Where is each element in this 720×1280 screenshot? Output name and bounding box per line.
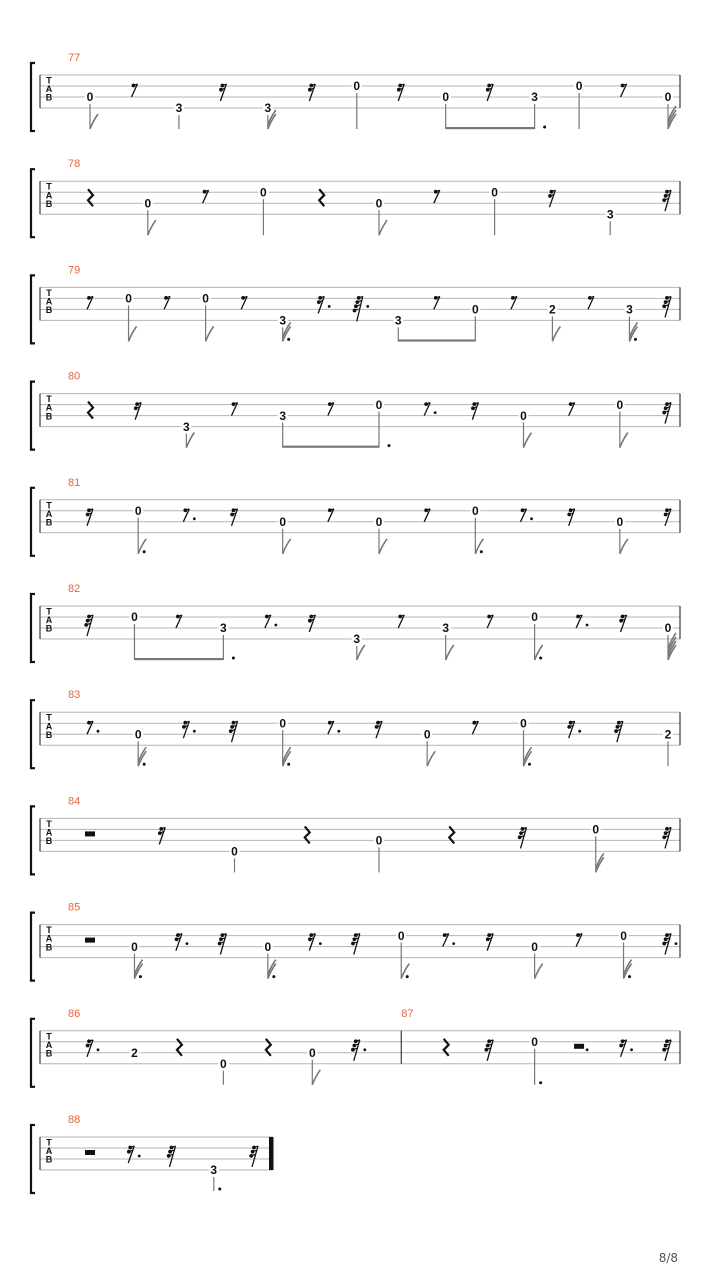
fret-number: 0 bbox=[442, 90, 450, 105]
system-bracket bbox=[31, 806, 35, 874]
note-flag bbox=[90, 114, 98, 129]
fret-number: 3 bbox=[606, 207, 614, 222]
tab-clef-letter: B bbox=[45, 1048, 53, 1059]
tab-clef-letter: B bbox=[45, 517, 53, 528]
fret-number: 0 bbox=[279, 515, 287, 529]
fret-number: 0 bbox=[375, 833, 383, 848]
fret-number: 3 bbox=[175, 101, 183, 116]
note-flag bbox=[186, 433, 194, 448]
final-barline bbox=[269, 1137, 273, 1170]
fret-number: 0 bbox=[592, 822, 600, 837]
tab-clef-letter: A bbox=[45, 1146, 53, 1157]
note-dot bbox=[528, 763, 531, 766]
note-beam bbox=[398, 339, 475, 341]
measure-number: 80 bbox=[68, 370, 81, 383]
tab-clef-letter: B bbox=[45, 411, 53, 422]
tab-clef-letter: A bbox=[45, 827, 53, 838]
tab-system bbox=[31, 1008, 680, 1087]
tab-clef-letter: A bbox=[45, 296, 53, 307]
tab-clef-letter: B bbox=[45, 623, 53, 634]
tab-clef-letter: B bbox=[45, 92, 53, 103]
fret-number: 2 bbox=[549, 302, 556, 317]
fret-number: 0 bbox=[491, 185, 498, 200]
rest-dot bbox=[186, 942, 189, 945]
note-flag bbox=[206, 326, 214, 341]
note-dot bbox=[480, 550, 483, 553]
tab-system bbox=[31, 52, 680, 131]
measure-number: 88 bbox=[68, 1114, 81, 1126]
tab-clef-letter: T bbox=[46, 287, 52, 298]
note-flag bbox=[620, 539, 628, 554]
tab-clef-letter: A bbox=[45, 508, 53, 519]
note-beam bbox=[446, 127, 535, 129]
rest-dot bbox=[363, 1048, 366, 1051]
measure-number: 81 bbox=[68, 476, 81, 489]
note-dot bbox=[539, 1081, 542, 1084]
tab-system bbox=[31, 477, 680, 556]
note-flag bbox=[379, 539, 387, 554]
rest-dot bbox=[578, 730, 581, 733]
fret-number: 3 bbox=[279, 313, 287, 328]
note-flag bbox=[312, 1070, 320, 1085]
rest-dot bbox=[97, 1048, 100, 1051]
note-dot bbox=[543, 126, 546, 129]
note-flag bbox=[134, 960, 142, 975]
note-dot bbox=[634, 338, 637, 341]
tab-clef-letter: T bbox=[46, 75, 52, 86]
note-flag bbox=[524, 747, 532, 762]
note-flag bbox=[596, 853, 604, 868]
note-dot bbox=[272, 975, 275, 978]
tab-clef-letter: B bbox=[45, 305, 53, 316]
fret-number: 0 bbox=[308, 1046, 316, 1060]
fret-number: 0 bbox=[531, 1035, 538, 1049]
fret-number: 0 bbox=[520, 716, 527, 731]
fret-number: 3 bbox=[210, 1163, 218, 1178]
measure-number: 84 bbox=[68, 795, 81, 808]
half-rest bbox=[85, 831, 95, 836]
note-flag bbox=[129, 326, 137, 341]
measure-number: 82 bbox=[68, 583, 81, 595]
fret-number: 3 bbox=[264, 101, 272, 116]
fret-number: 0 bbox=[620, 928, 627, 943]
rest-dot bbox=[138, 1155, 141, 1158]
tab-system bbox=[31, 264, 680, 343]
rest-dot bbox=[328, 305, 331, 308]
fret-number: 0 bbox=[86, 90, 94, 105]
fret-number: 0 bbox=[231, 844, 238, 859]
note-dot bbox=[143, 550, 146, 553]
rest-dot bbox=[366, 305, 369, 308]
system-bracket bbox=[31, 488, 35, 556]
fret-number: 0 bbox=[260, 185, 267, 200]
fret-number: 3 bbox=[279, 408, 287, 423]
note-dot bbox=[628, 975, 631, 978]
fret-number: 0 bbox=[575, 79, 583, 94]
note-flag bbox=[620, 433, 628, 448]
tab-system bbox=[31, 1114, 273, 1193]
fret-number: 0 bbox=[279, 716, 287, 731]
rest-dot bbox=[193, 517, 196, 520]
tab-clef-letter: T bbox=[46, 925, 52, 936]
note-dot bbox=[287, 338, 290, 341]
fret-number: 3 bbox=[394, 313, 402, 328]
measure-number: 77 bbox=[68, 52, 81, 64]
page-number: 8/8 bbox=[658, 1251, 678, 1265]
fret-number: 0 bbox=[397, 928, 405, 943]
tab-system bbox=[31, 583, 680, 662]
note-flag bbox=[268, 960, 276, 975]
fret-number: 0 bbox=[471, 302, 479, 317]
fret-number: 0 bbox=[664, 621, 672, 636]
system-bracket bbox=[31, 700, 35, 768]
measure-number: 79 bbox=[68, 264, 81, 277]
tab-system bbox=[31, 371, 680, 450]
fret-number: 0 bbox=[131, 610, 138, 625]
measure-number: 86 bbox=[68, 1007, 81, 1020]
system-bracket bbox=[31, 382, 35, 450]
tab-clef-letter: A bbox=[45, 402, 53, 413]
measure-number: 78 bbox=[68, 158, 81, 171]
note-dot bbox=[539, 657, 542, 660]
system-bracket bbox=[31, 913, 35, 981]
half-rest bbox=[85, 938, 95, 943]
fret-number: 0 bbox=[134, 504, 142, 518]
rest-dot bbox=[675, 942, 678, 945]
tab-clef-letter: T bbox=[46, 712, 52, 723]
fret-number: 3 bbox=[353, 632, 361, 647]
note-dot bbox=[287, 763, 290, 766]
note-dot bbox=[388, 444, 391, 447]
fret-number: 0 bbox=[423, 727, 431, 742]
fret-number: 0 bbox=[520, 408, 527, 423]
measure-number: 85 bbox=[68, 901, 81, 914]
fret-number: 0 bbox=[664, 90, 672, 105]
half-rest bbox=[574, 1044, 584, 1049]
rest-dot bbox=[434, 411, 437, 414]
note-beam bbox=[134, 658, 223, 660]
note-flag bbox=[283, 747, 291, 762]
tab-clef-letter: T bbox=[46, 181, 52, 192]
fret-number: 0 bbox=[134, 727, 142, 742]
tab-clef-letter: A bbox=[45, 1039, 53, 1050]
tab-clef-letter: T bbox=[46, 1137, 52, 1148]
tab-clef-letter: A bbox=[45, 933, 53, 944]
note-flag bbox=[357, 645, 365, 660]
system-bracket bbox=[31, 1019, 35, 1087]
note-flag bbox=[552, 326, 560, 341]
fret-number: 0 bbox=[264, 939, 272, 954]
fret-number: 0 bbox=[220, 1057, 227, 1071]
fret-number: 0 bbox=[375, 196, 383, 211]
rest-dot bbox=[452, 942, 455, 945]
system-bracket bbox=[31, 1125, 35, 1193]
rest-dot bbox=[530, 517, 533, 520]
tab-clef-letter: T bbox=[46, 818, 52, 829]
note-flag bbox=[629, 322, 637, 337]
tab-system bbox=[31, 158, 680, 237]
system-bracket bbox=[31, 275, 35, 343]
note-dot bbox=[218, 1188, 221, 1191]
fret-number: 3 bbox=[182, 419, 190, 434]
note-flag bbox=[524, 433, 532, 448]
tab-clef-letter: T bbox=[46, 500, 52, 511]
rest-dot bbox=[586, 624, 589, 627]
system-bracket bbox=[31, 594, 35, 662]
tab-system bbox=[31, 689, 680, 768]
system-bracket bbox=[31, 63, 35, 131]
fret-number: 0 bbox=[125, 291, 132, 306]
rest-dot bbox=[630, 1048, 633, 1051]
fret-number: 0 bbox=[616, 397, 624, 412]
rest-dot bbox=[586, 1048, 589, 1051]
tab-clef-letter: B bbox=[45, 729, 53, 740]
fret-number: 0 bbox=[531, 939, 538, 954]
tab-clef-letter: A bbox=[45, 190, 53, 201]
tab-system bbox=[31, 902, 680, 981]
fret-number: 2 bbox=[664, 727, 672, 742]
note-flag bbox=[148, 220, 156, 235]
note-dot bbox=[232, 657, 235, 660]
tab-clef-letter: B bbox=[45, 198, 53, 209]
fret-number: 0 bbox=[375, 397, 383, 412]
fret-number: 0 bbox=[144, 196, 152, 211]
fret-number: 0 bbox=[616, 515, 624, 529]
note-flag bbox=[446, 645, 454, 660]
tab-clef-letter: B bbox=[45, 836, 53, 847]
fret-number: 3 bbox=[626, 302, 633, 317]
fret-number: 3 bbox=[531, 90, 538, 105]
note-flag bbox=[535, 964, 543, 979]
fret-number: 0 bbox=[353, 79, 361, 94]
half-rest bbox=[85, 1150, 95, 1155]
tab-clef-letter: A bbox=[45, 721, 53, 732]
fret-number: 2 bbox=[131, 1046, 138, 1060]
note-dot bbox=[143, 763, 146, 766]
note-flag bbox=[283, 539, 291, 554]
note-beam bbox=[283, 446, 379, 448]
tab-clef-letter: B bbox=[45, 942, 53, 953]
fret-number: 3 bbox=[442, 621, 450, 636]
rest-dot bbox=[337, 730, 340, 733]
tab-clef-letter: T bbox=[46, 394, 52, 405]
system-bracket bbox=[31, 169, 35, 237]
note-flag bbox=[624, 960, 632, 975]
tab-clef-letter: T bbox=[46, 606, 52, 617]
tab-clef-letter: T bbox=[46, 1031, 52, 1042]
note-flag bbox=[427, 751, 435, 766]
fret-number: 0 bbox=[471, 504, 479, 518]
rest-dot bbox=[274, 624, 277, 627]
fret-number: 0 bbox=[202, 291, 209, 306]
fret-number: 0 bbox=[131, 939, 138, 954]
tab-clef-letter: B bbox=[45, 1154, 53, 1165]
note-flag bbox=[379, 220, 387, 235]
tab-system bbox=[31, 795, 680, 874]
fret-number: 0 bbox=[531, 610, 538, 625]
rest-dot bbox=[319, 942, 322, 945]
note-flag bbox=[138, 747, 146, 762]
fret-number: 0 bbox=[375, 515, 383, 529]
measure-number: 87 bbox=[401, 1007, 414, 1020]
tab-clef-letter: A bbox=[45, 615, 53, 626]
measure-number: 83 bbox=[68, 689, 81, 702]
rest-dot bbox=[193, 730, 196, 733]
note-dot bbox=[406, 975, 409, 978]
tab-clef-letter: A bbox=[45, 84, 53, 95]
note-dot bbox=[139, 975, 142, 978]
rest-dot bbox=[97, 730, 100, 733]
fret-number: 3 bbox=[220, 621, 227, 636]
